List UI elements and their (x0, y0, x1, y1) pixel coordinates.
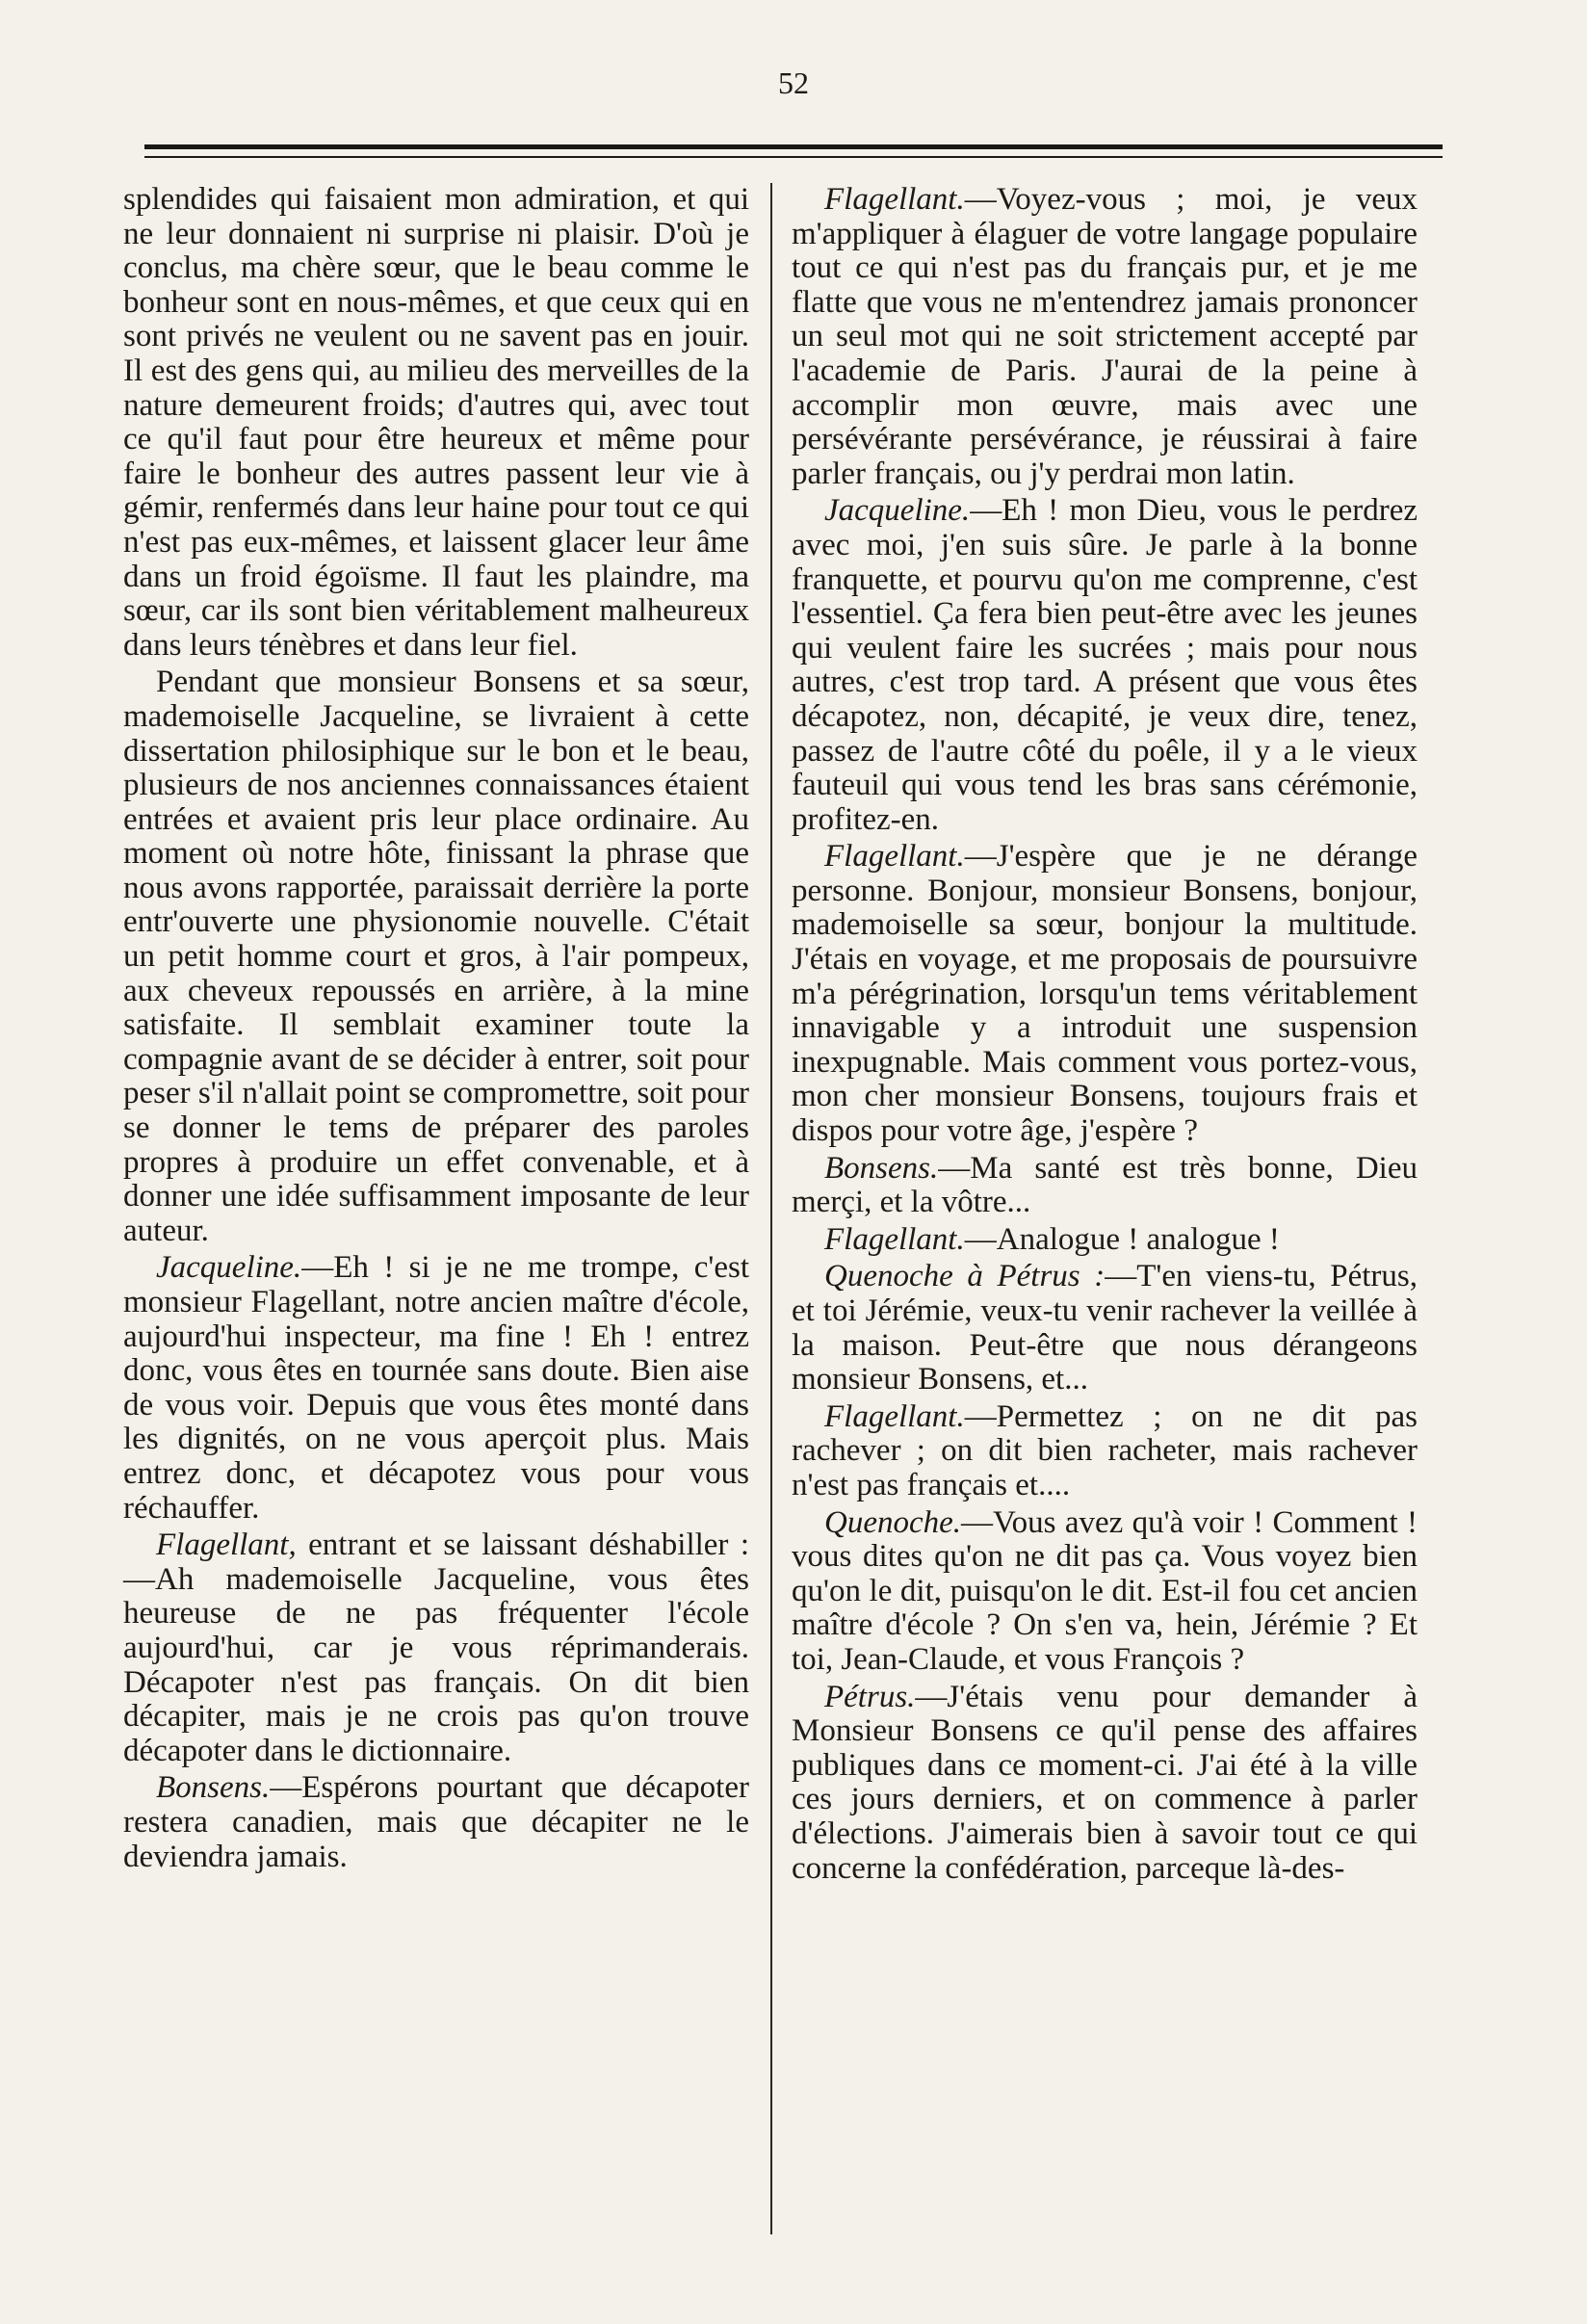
speaker-name: Quenoche. (824, 1504, 962, 1540)
speaker-name: Flagellant. (824, 182, 965, 217)
speaker-name: Bonsens. (156, 1770, 271, 1806)
paragraph: splendides qui faisaient mon admiration, et qui ne leur donnaient ni surprise ni plaisir. D'où je conclus, ma chère sœur, que le beau comme le bonheur sont en nous-mêmes, et que ceux qui en sont privés ne veulent ou ne savent pas en jouir. Il est des gens qui, au milieu des merveilles de la nature demeurent froids; d'autres qui, avec tout ce qu'il faut pour être heureux et même pour faire le bonheur des autres passent leur vie à gémir, renfermés dans leur haine pour tout ce qui n'est pas eux-mêmes, et laissent glacer leur âme dans un froid égoïsme. Il faut les plaindre, ma sœur, car ils sont bien véritablement malheureux dans leurs ténèbres et dans leur fiel. (123, 182, 749, 663)
dialogue-line: Jacqueline.—Eh ! si je ne me trompe, c'est monsieur Flagellant, notre ancien maître d'école, aujourd'hui inspecteur, ma fine ! Eh ! entrez donc, vous êtes en tournée sans doute. Bien aise de vous voir. Depuis que vous êtes monté dans les dignités, on ne vous aperçoit plus. Mais entrez donc, et décapotez vous pour vous réchauffer. (123, 1250, 749, 1526)
speaker-name: Flagellant. (824, 1398, 965, 1434)
dialogue-line: Pétrus.—J'étais venu pour demander à Monsieur Bonsens ce qu'il pense des affaires publiques dans ce moment-ci. J'ai été à la ville ces jours derniers, et on commence à parler d'élections. J'aimerais bien à savoir tout ce qui concerne la confédération, parceque là-des- (792, 1679, 1418, 1886)
header-rule-thin (144, 156, 1443, 158)
text-columns (123, 183, 1433, 2263)
dialogue-line: Flagellant, entrant et se laissant déshabiller :—Ah mademoiselle Jacqueline, vous êtes heureuse de ne pas fréquenter l'école aujourd'hui, car je vous réprimanderais. Décapoter n'est pas français. On dit bien décapiter, mais je ne crois pas qu'on trouve décapoter dans le dictionnaire. (123, 1528, 749, 1768)
dialogue-line: Quenoche à Pétrus :—T'en viens-tu, Pétrus, et toi Jérémie, veux-tu venir rachever la veillée à la maison. Peut-être que nous dérangeons monsieur Bonsens, et... (792, 1259, 1418, 1397)
speaker-name: Pétrus. (824, 1679, 916, 1714)
speaker-name: Flagellant. (824, 1221, 965, 1257)
left-column (123, 183, 749, 1877)
dialogue-line: Jacqueline.—Eh ! mon Dieu, vous le perdrez avec moi, j'en suis sûre. Je parle à la bonne franquette, et pourvu qu'on me comprenne, c'est l'essentiel. Ça fera bien peut-être avec les jeunes qui veulent faire les sucrées ; mais pour nous autres, c'est trop tard. A présent que vous êtes décapotez, non, décapité, je veux dire, tenez, passez de l'autre côté du poêle, il y a le vieux fauteuil qui vous tend les bras sans cérémonie, profitez-en. (792, 493, 1418, 837)
dialogue-line: Flagellant.—J'espère que je ne dérange personne. Bonjour, monsieur Bonsens, bonjour, mademoiselle sa sœur, bonjour la multitude. J'étais en voyage, et me proposais de poursuivre m'a pérégrination, lorsqu'un tems véritablement innavigable y a introduit une suspension inexpugnable. Mais comment vous portez-vous, mon cher monsieur Bonsens, toujours frais et dispos pour votre âge, j'espère ? (792, 839, 1418, 1149)
dialogue-line: Flagellant.—Voyez-vous ; moi, je veux m'appliquer à élaguer de votre langage populaire tout ce qui n'est pas du français pur, et je me flatte que vous ne m'entendrez jamais prononcer un seul mot qui ne soit strictement accepté par l'academie de Paris. J'aurai de la peine à accomplir mon œuvre, mais avec une persévérante persévérance, je réussirai à faire parler français, ou j'y perdrai mon latin. (792, 182, 1418, 491)
dialogue-line: Bonsens.—Espérons pourtant que décapoter restera canadien, mais que décapiter ne le deviendra jamais. (123, 1770, 749, 1874)
speaker-name: Bonsens. (824, 1150, 939, 1186)
speaker-name: Jacqueline. (824, 493, 971, 529)
right-column (792, 183, 1418, 1889)
column-divider (770, 183, 772, 2234)
dialogue-line: Bonsens.—Ma santé est très bonne, Dieu merçi, et la vôtre... (792, 1150, 1418, 1220)
speaker-name: Flagellant. (824, 839, 965, 875)
dialogue-line: Flagellant.—Analogue ! analogue ! (824, 1221, 1280, 1257)
header-rule-thick (144, 144, 1443, 149)
speaker-name: Jacqueline. (156, 1250, 302, 1286)
paragraph: Pendant que monsieur Bonsens et sa sœur, mademoiselle Jacqueline, se livraient à cette dissertation philosiphique sur le bon et le beau, plusieurs de nos anciennes connaissances étaient entrées et avaient pris leur place ordinaire. Au moment où notre hôte, finissant la phrase que nous avons rapportée, paraissait derrière la porte entr'ouverte une physionomie nouvelle. C'était un petit homme court et gros, à l'air pompeux, aux cheveux repoussés en arrière, à la mine satisfaite. Il semblait examiner toute la compagnie avant de se décider à entrer, soit pour peser s'il n'allait point se compromettre, soit pour se donner le tems de préparer des paroles propres à produire un effet convenable, et à donner une idée suffisamment imposante de leur auteur. (123, 665, 749, 1248)
speaker-name: Flagellant, (156, 1528, 297, 1563)
speaker-name: Quenoche à Pétrus : (824, 1259, 1106, 1294)
page-number: 52 (778, 65, 809, 100)
dialogue-line: Quenoche.—Vous avez qu'à voir ! Comment ! vous dites qu'on ne dit pas ça. Vous voyez bien qu'on le dit, puisqu'on le dit. Est-il fou cet ancien maître d'école ? On s'en va, hein, Jérémie ? Et toi, Jean-Claude, et vous François ? (792, 1504, 1418, 1677)
dialogue-line: Flagellant.—Permettez ; on ne dit pas rachever ; on dit bien racheter, mais rachever n'est pas français et.... (792, 1398, 1418, 1502)
